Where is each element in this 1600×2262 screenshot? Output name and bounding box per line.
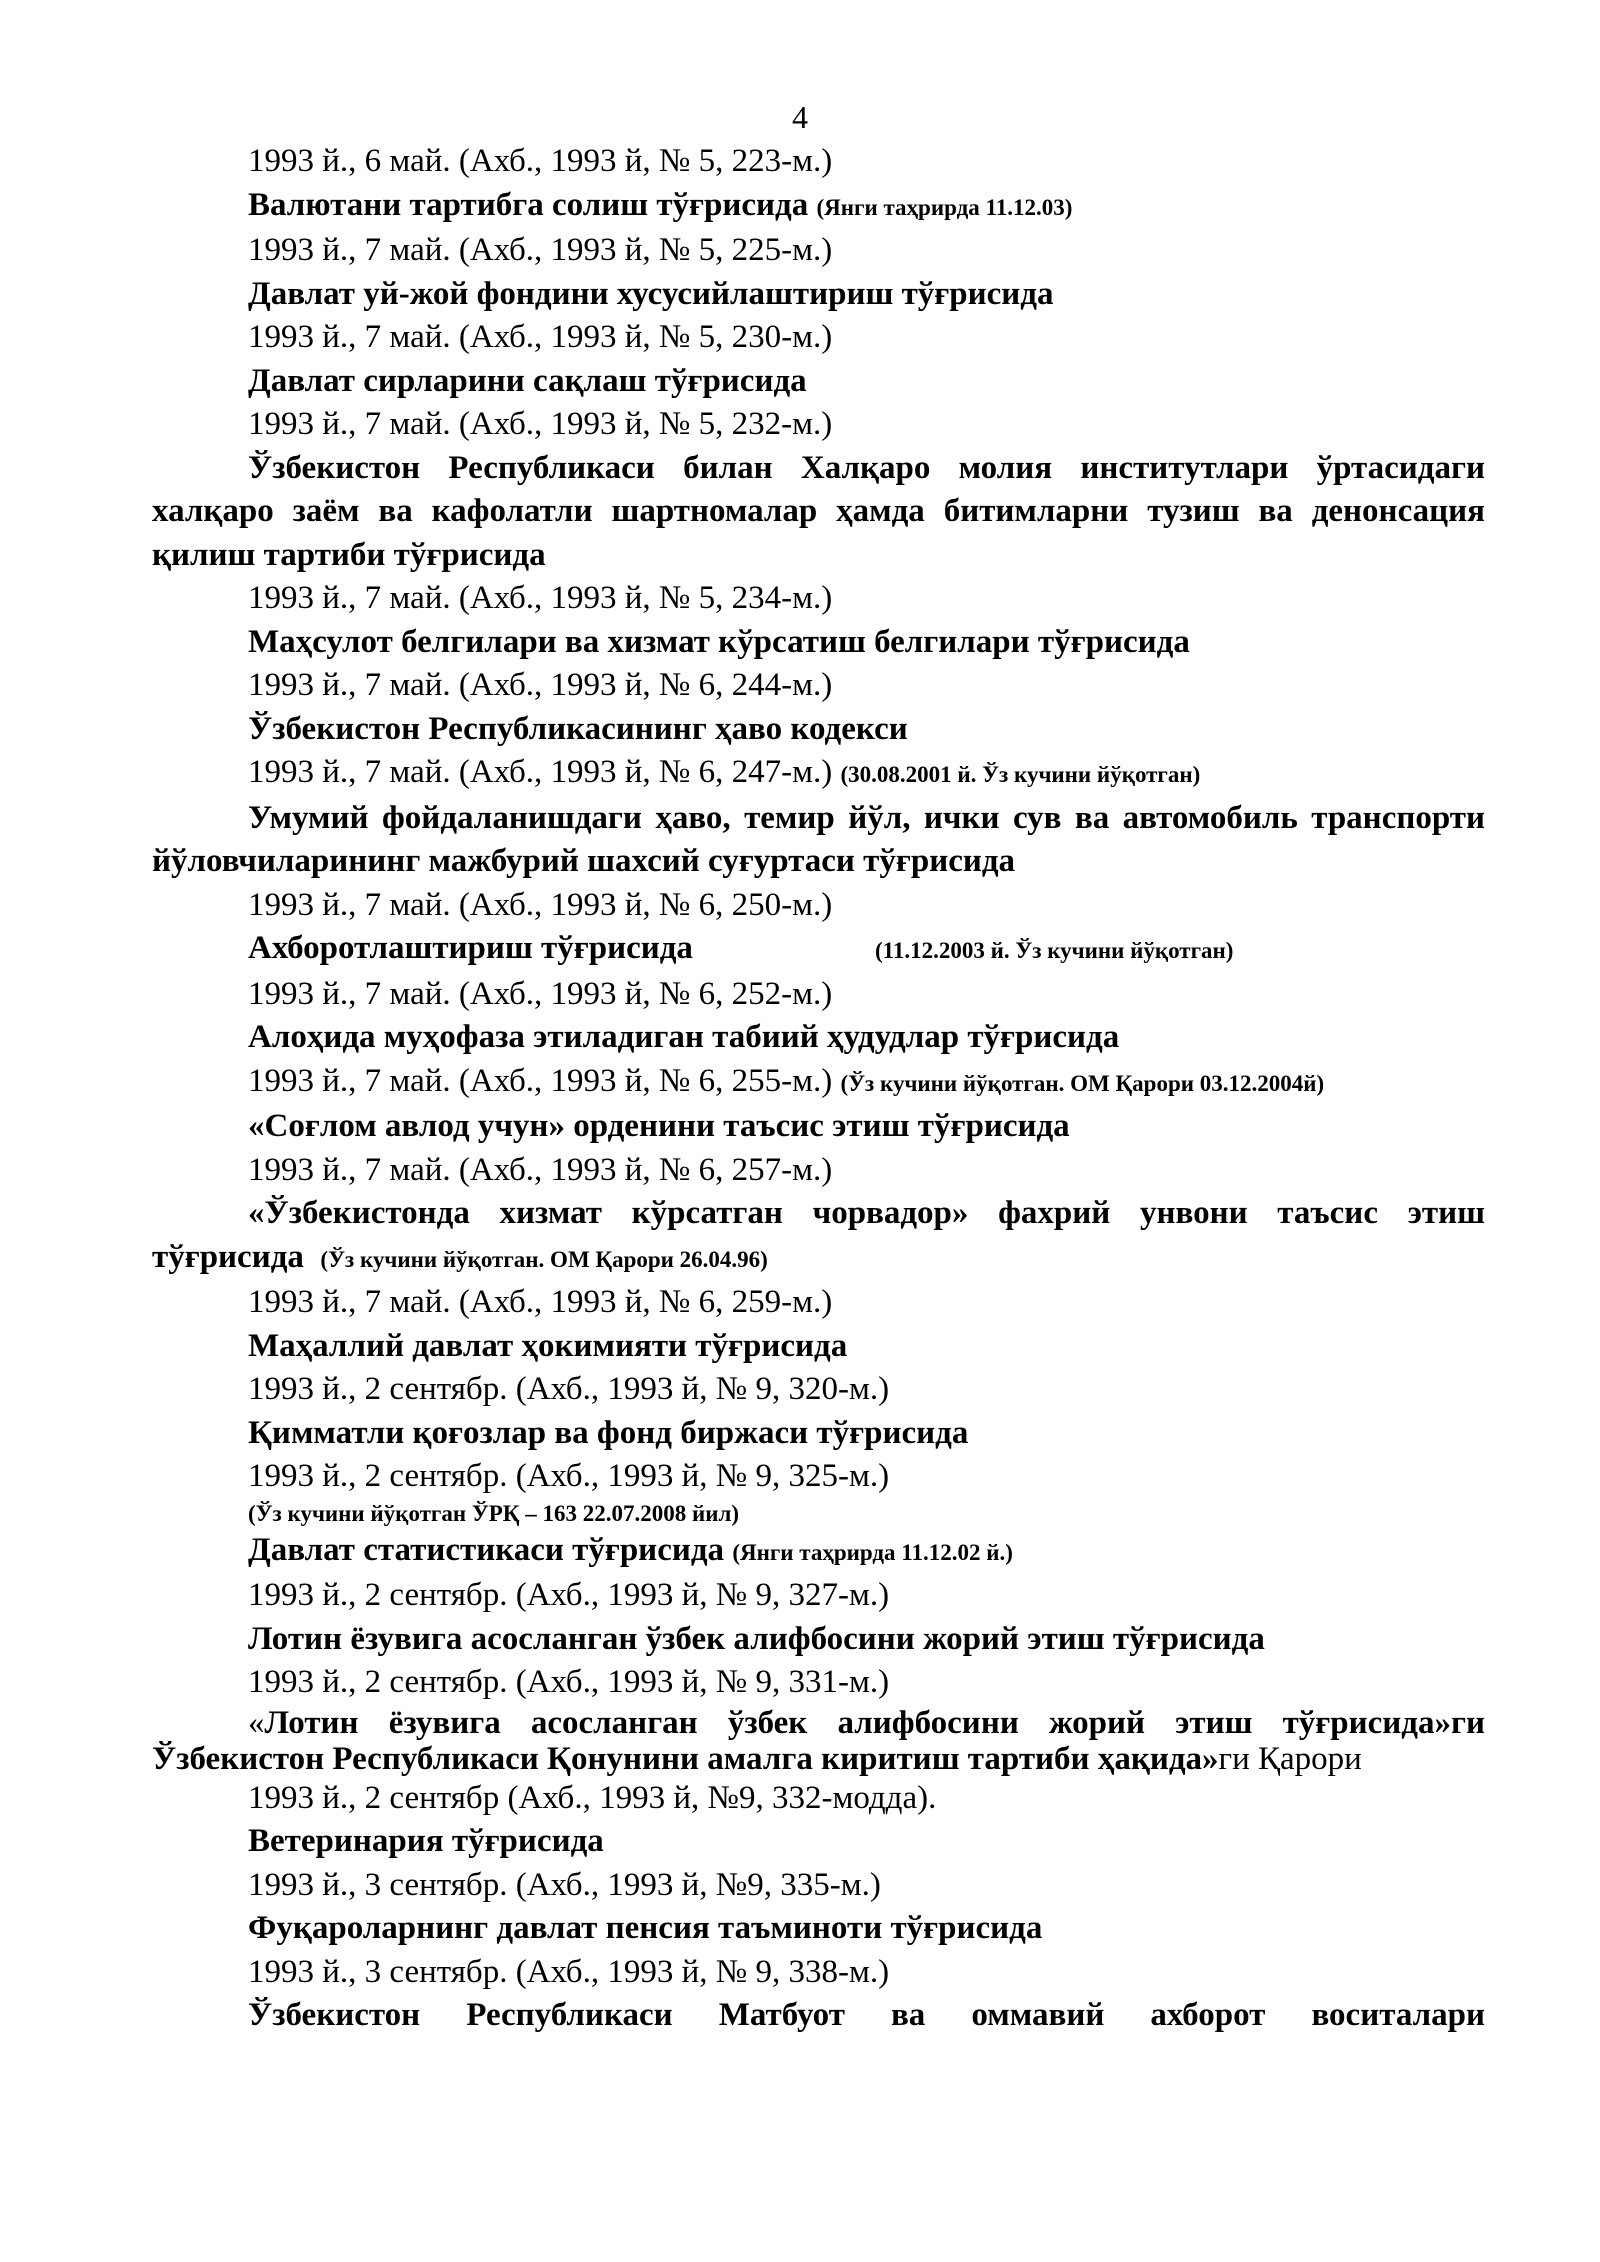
entry-date: 1993 й., 7 май. (Ахб., 1993 й, № 5, 234-м.) (248, 580, 833, 616)
entry-date: 1993 й., 7 май. (Ахб., 1993 й, № 6, 259-м.) (248, 1284, 833, 1320)
entry-date: 1993 й., 2 сентябр. (Ахб., 1993 й, № 9, 327-м.) (248, 1577, 890, 1613)
entry-date: 1993 й., 2 сентябр. (Ахб., 1993 й, № 9, 325-м.) (248, 1458, 890, 1494)
page-number: 4 (792, 99, 808, 135)
entry-title (152, 184, 1485, 230)
law-title: Ахборотлаштириш тўғрисида (248, 930, 693, 966)
status-note: (11.12.2003 й. Ўз кучини йўқотган) (874, 938, 1234, 963)
title-tail: ги Қарори (1218, 1740, 1362, 1777)
entry-date: 1993 й., 3 сентябр. (Ахб., 1993 й, №9, 335-м.) (248, 1866, 881, 1903)
law-title: Ветеринария тўғрисида (248, 1823, 604, 1859)
law-title: Ўзбекистон Республикаси билан Халқаро молия институтлари ўртасидаги халқаро заём ва кафолатли шартномалар ҳамда битимларни тузиш ва денонсация қилиш тартиби тўғрисида (152, 449, 1485, 573)
document-body (152, 140, 1485, 2038)
entry-date (152, 751, 1485, 797)
entry-date: 1993 й., 6 май. (Ахб., 1993 й, № 5, 223-м.) (248, 143, 833, 179)
entry-date: 1993 й., 2 сентябр (Ахб., 1993 й, №9, 332-модда). (248, 1779, 937, 1816)
entry-title (152, 927, 1485, 973)
entry-date: 1993 й., 7 май. (Ахб., 1993 й, № 5, 230-м.) (248, 319, 833, 355)
law-title: Маҳсулот белгилари ва хизмат кўрсатиш белгилари тўғрисида (248, 623, 1190, 660)
entry-title (152, 1705, 1485, 1777)
entry-date: 1993 й., 7 май. (Ахб., 1993 й, № 5, 225-м.) (248, 232, 833, 268)
entry-date: 1993 й., 7 май. (Ахб., 1993 й, № 6, 257-м.) (248, 1151, 833, 1188)
entry-date: 1993 й., 2 сентябр. (Ахб., 1993 й, № 9, 320-м.) (248, 1371, 890, 1407)
law-title: Лотин ёзувига асосланган ўзбек алифбосини жорий этиш тўғрисида»ги Ўзбекистон Республикаси Қонунини амалга киритиш тартиби ҳақида» (152, 1704, 1485, 1777)
status-note: (Ўз кучини йўқотган ЎРҚ – 163 22.07.2008 йил) (248, 1500, 740, 1526)
law-title: Маҳаллий давлат ҳокимияти тўғрисида (248, 1327, 848, 1364)
entry-title (152, 1192, 1485, 1281)
entry-date: 1993 й., 7 май. (Ахб., 1993 й, № 6, 252-м.) (248, 975, 833, 1012)
entry-date: 1993 й., 7 май. (Ахб., 1993 й, № 5, 232-м.) (248, 406, 833, 442)
date-text: 1993 й., 7 май. (Ахб., 1993 й, № 6, 247-м.) (248, 754, 833, 790)
law-title: Давлат сирларини сақлаш тўғрисида (248, 362, 807, 399)
law-title: Ўзбекистон Республикасининг ҳаво кодекси (248, 710, 908, 747)
law-title: Валютани тартибга солиш тўғрисида (248, 186, 809, 223)
law-title: Давлат статистикаси тўғрисида (248, 1531, 725, 1568)
law-title: «Ўзбекистонда хизмат кўрсатган чорвадор» фахрий унвони таъсис этиш тўғрисида (152, 1195, 1485, 1275)
law-title: Умумий фойдаланишдаги ҳаво, темир йўл, ички сув ва автомобиль транспорти йўловчиларининг мажбурий шахсий суғуртаси тўғрисида (152, 799, 1485, 879)
law-title: Ўзбекистон Республикаси Матбуот ва оммавий ахборот воситалари (248, 1997, 1485, 2033)
status-note: (30.08.2001 й. Ўз кучини йўқотган) (840, 762, 1201, 787)
entry-date (152, 1060, 1485, 1106)
law-title: Фуқароларнинг давлат пенсия таъминоти тўғрисида (248, 1910, 1043, 1946)
status-note: (Янги таҳрирда 11.12.03) (816, 194, 1073, 220)
law-title: Алоҳида муҳофаза этиладиган табиий ҳудудлар тўғрисида (248, 1019, 1120, 1055)
entry-title (152, 1529, 1485, 1575)
law-title: Давлат уй-жой фондини хусусийлаштириш тўғрисида (248, 275, 1054, 312)
status-note: (Ўз кучини йўқотган. ОМ Қарори 26.04.96) (320, 1246, 768, 1272)
law-title: Қимматли қоғозлар ва фонд биржаси тўғрисида (248, 1414, 969, 1451)
status-note: (Ўз кучини йўқотган. ОМ Қарори 03.12.2004й) (840, 1070, 1325, 1096)
law-title: «Соғлом авлод учун» орденини таъсис этиш тўғрисида (248, 1108, 1070, 1144)
status-note: (Янги таҳрирда 11.12.02 й.) (732, 1539, 1013, 1565)
date-text: 1993 й., 7 май. (Ахб., 1993 й, № 6, 255-м.) (248, 1062, 833, 1099)
entry-date: 1993 й., 7 май. (Ахб., 1993 й, № 6, 250-м.) (248, 886, 833, 923)
entry-date: 1993 й., 3 сентябр. (Ахб., 1993 й, № 9, 338-м.) (248, 1953, 890, 1990)
open-quote: « (248, 1704, 265, 1741)
entry-date: 1993 й., 2 сентябр. (Ахб., 1993 й, № 9, 331-м.) (248, 1664, 890, 1700)
entry-date: 1993 й., 7 май. (Ахб., 1993 й, № 6, 244-м.) (248, 667, 833, 703)
law-title: Лотин ёзувига асосланган ўзбек алифбосини жорий этиш тўғрисида (248, 1620, 1265, 1657)
